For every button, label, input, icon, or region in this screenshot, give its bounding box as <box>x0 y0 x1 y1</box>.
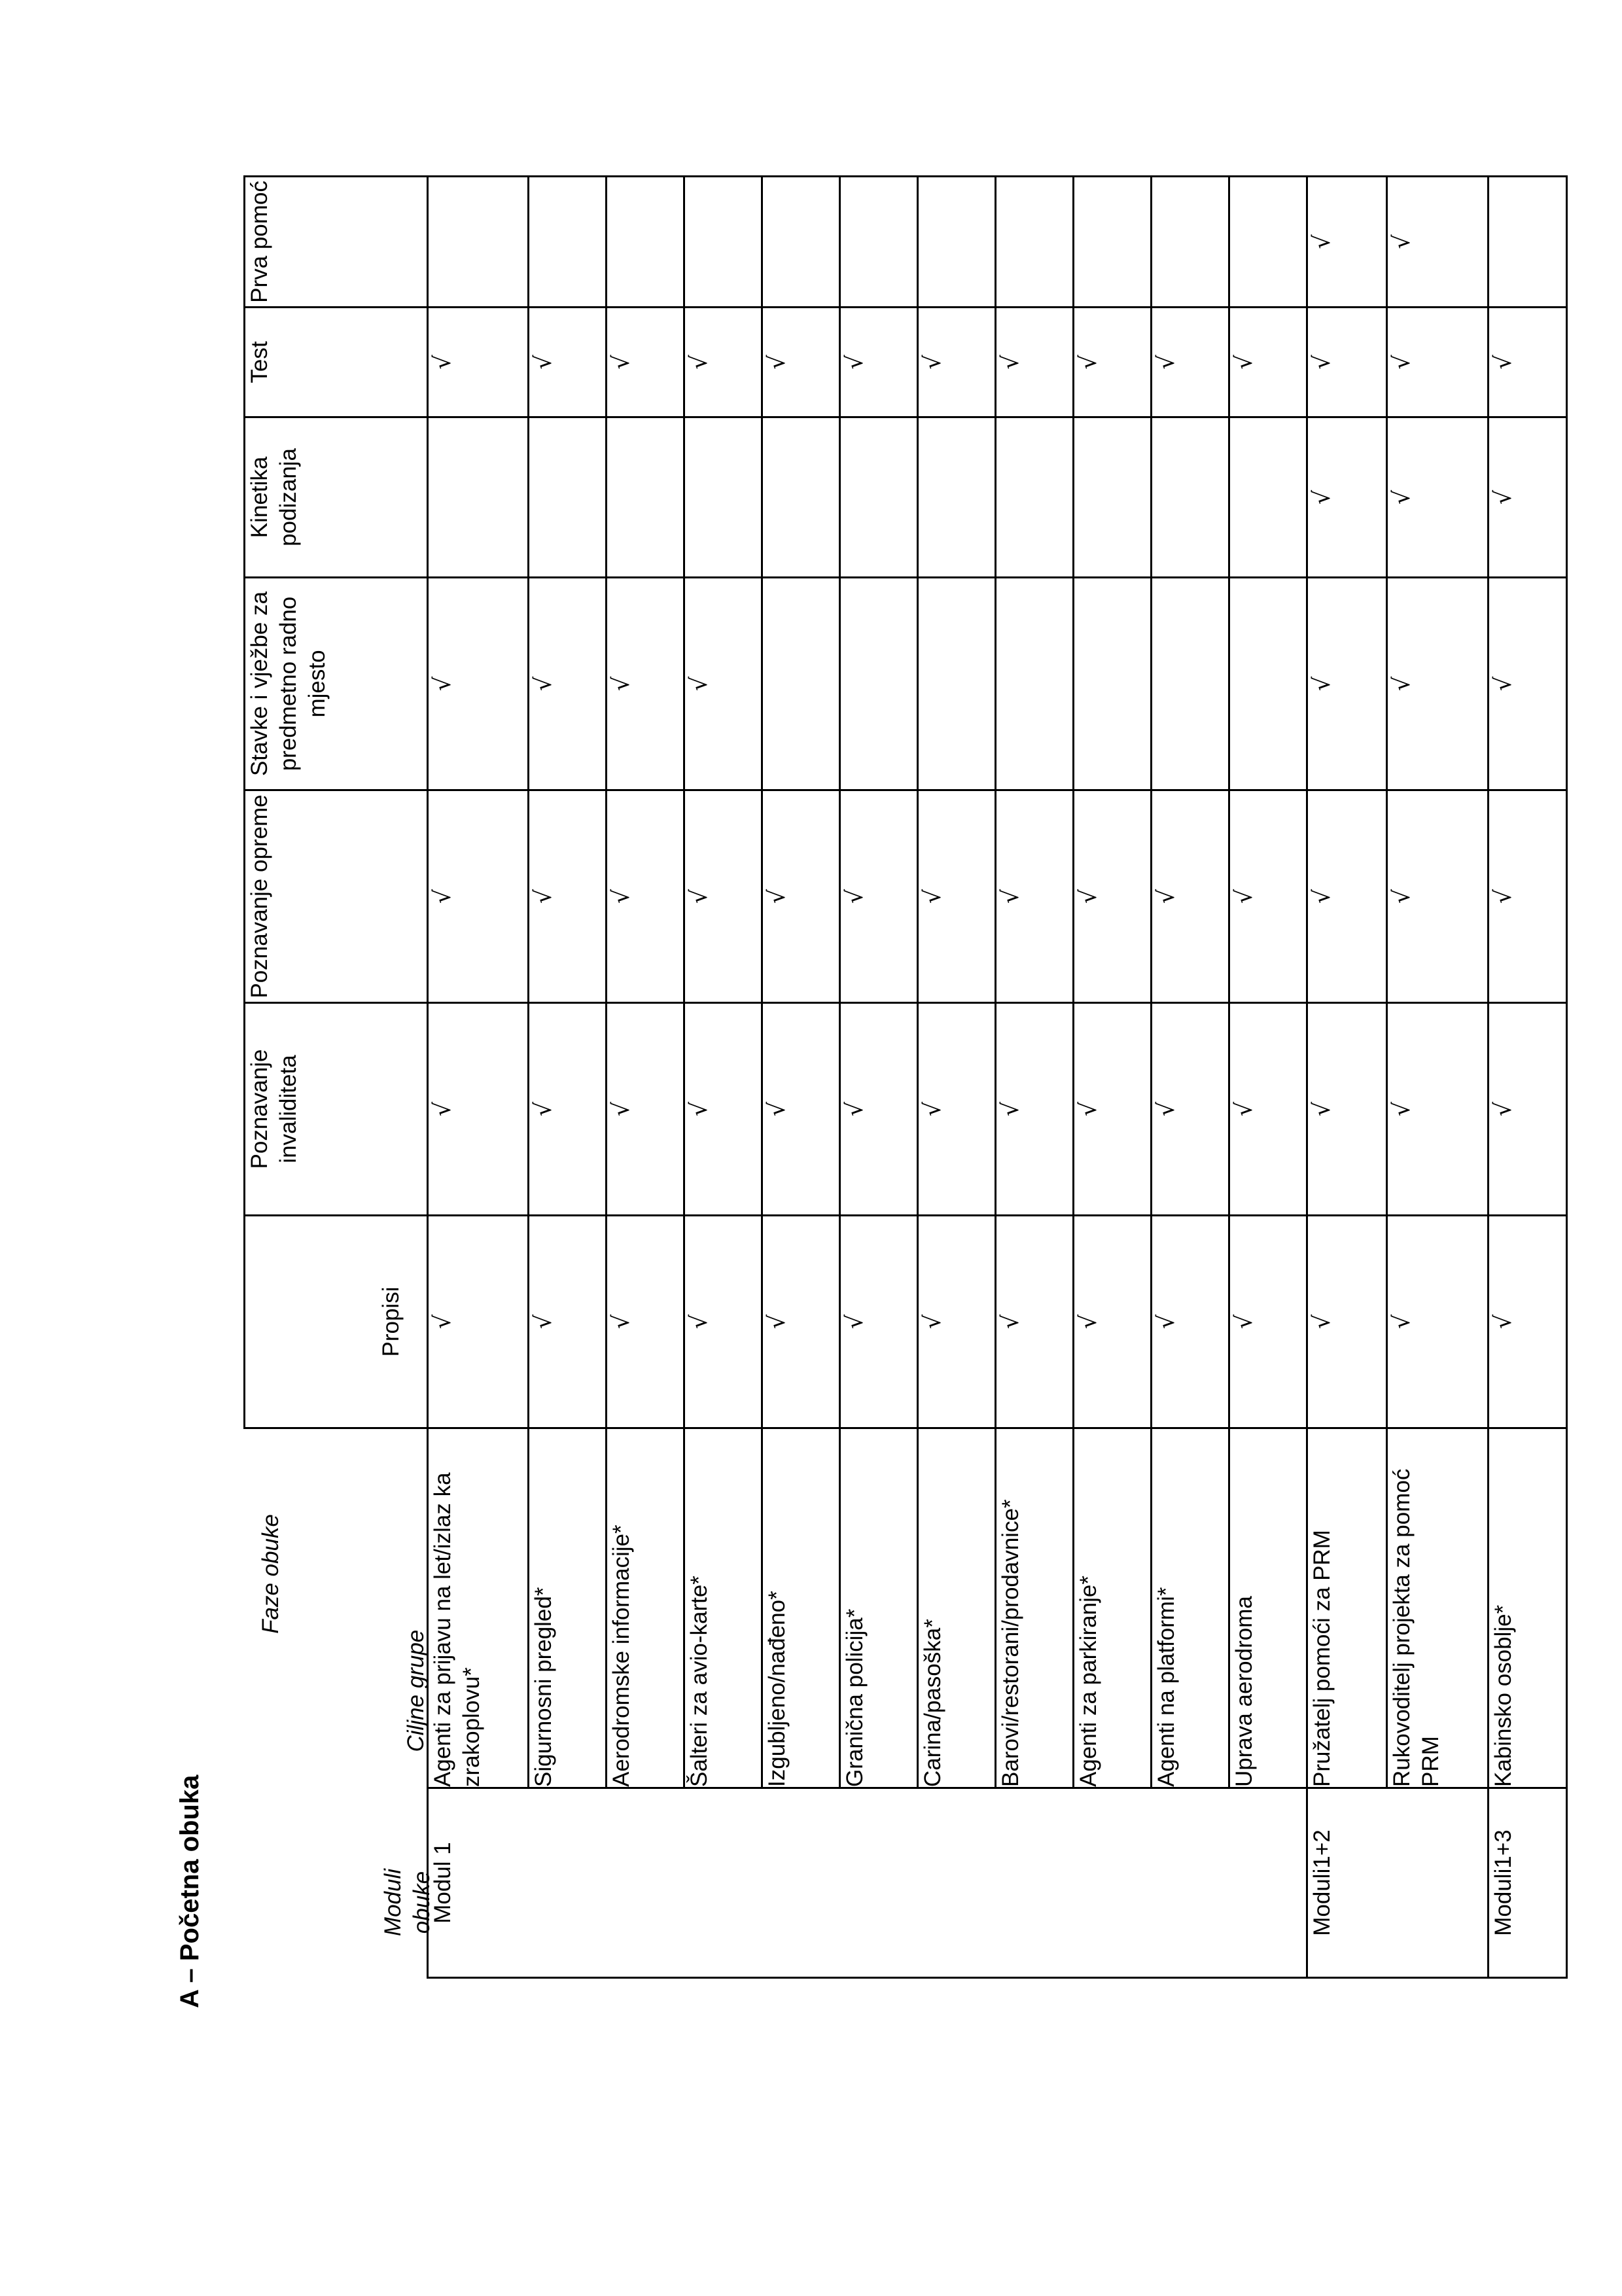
target-group-cell: Agenti za prijavu na let/izlaz ka zrakoplovu* <box>428 1428 529 1788</box>
check-cell <box>1074 308 1152 417</box>
check-mark-icon: √ <box>1309 489 1335 505</box>
empty-cell <box>918 417 996 578</box>
check-cell <box>1489 578 1567 790</box>
check-mark-icon: √ <box>430 1101 456 1117</box>
modules-label: Moduli obuke <box>379 1868 434 1937</box>
check-mark-icon: √ <box>1076 1101 1102 1117</box>
module-cell: Moduli1+3 <box>1489 1788 1567 1978</box>
check-cell <box>1387 417 1489 578</box>
check-mark-icon: √ <box>531 1101 557 1117</box>
check-cell <box>428 578 529 790</box>
empty-cell <box>1229 578 1307 790</box>
check-mark-icon: √ <box>608 889 635 904</box>
target-group-cell: Barovi/restorani/prodavnice* <box>996 1428 1074 1788</box>
target-group-cell: Kabinsko osoblje* <box>1489 1428 1567 1788</box>
check-mark-icon: √ <box>608 1101 635 1117</box>
check-mark-icon: √ <box>842 1101 868 1117</box>
check-cell <box>762 1003 840 1216</box>
check-cell <box>1489 790 1567 1003</box>
column-header: Poznavanje opreme <box>245 790 428 1003</box>
check-cell <box>1307 177 1387 308</box>
table-row <box>607 177 684 1978</box>
table-row <box>529 177 607 1978</box>
check-cell <box>607 1216 684 1428</box>
empty-cell <box>840 578 918 790</box>
page-title: A – Početna obuka <box>175 1775 204 2008</box>
empty-cell <box>1152 417 1229 578</box>
check-mark-icon: √ <box>998 355 1024 370</box>
check-mark-icon: √ <box>764 1101 790 1117</box>
check-cell <box>428 1003 529 1216</box>
check-mark-icon: √ <box>1154 355 1180 370</box>
table-row <box>428 177 529 1978</box>
check-mark-icon: √ <box>531 889 557 904</box>
check-mark-icon: √ <box>1309 355 1335 370</box>
check-cell <box>1307 1216 1387 1428</box>
check-mark-icon: √ <box>1389 889 1415 904</box>
check-cell <box>1307 1003 1387 1216</box>
empty-cell <box>428 177 529 308</box>
table-row <box>1307 177 1387 1978</box>
check-mark-icon: √ <box>764 355 790 370</box>
check-cell <box>1387 1003 1489 1216</box>
check-mark-icon: √ <box>608 676 635 692</box>
check-mark-icon: √ <box>1154 1101 1180 1117</box>
check-cell <box>1074 790 1152 1003</box>
table-row <box>1152 177 1229 1978</box>
check-cell <box>529 308 607 417</box>
empty-cell <box>1489 177 1567 308</box>
check-mark-icon: √ <box>1154 1314 1180 1330</box>
empty-cell <box>529 177 607 308</box>
check-cell <box>607 1003 684 1216</box>
column-header: Prva pomoć <box>245 177 428 308</box>
check-mark-icon: √ <box>686 1314 713 1330</box>
empty-cell <box>996 578 1074 790</box>
check-mark-icon: √ <box>920 1101 946 1117</box>
check-mark-icon: √ <box>608 1314 635 1330</box>
table-row <box>1489 177 1567 1978</box>
check-mark-icon: √ <box>1231 355 1258 370</box>
empty-cell <box>607 417 684 578</box>
target-group-cell: Izgubljeno/nađeno* <box>762 1428 840 1788</box>
check-cell <box>1489 1216 1567 1428</box>
check-cell <box>529 1216 607 1428</box>
check-cell <box>1152 1216 1229 1428</box>
check-mark-icon: √ <box>842 1314 868 1330</box>
check-mark-icon: √ <box>1389 234 1415 249</box>
check-mark-icon: √ <box>686 1101 713 1117</box>
check-cell <box>918 1003 996 1216</box>
check-mark-icon: √ <box>430 1314 456 1330</box>
check-mark-icon: √ <box>1309 234 1335 249</box>
check-cell <box>996 1216 1074 1428</box>
check-mark-icon: √ <box>1076 889 1102 904</box>
check-cell <box>684 1003 762 1216</box>
check-cell <box>918 308 996 417</box>
target-group-cell: Uprava aerodroma <box>1229 1428 1307 1788</box>
check-mark-icon: √ <box>764 1314 790 1330</box>
corner-cell <box>245 1428 434 1978</box>
column-header: Propisi <box>245 1216 428 1428</box>
check-mark-icon: √ <box>686 889 713 904</box>
column-header: Kinetika podizanja <box>245 417 428 578</box>
check-cell <box>529 578 607 790</box>
check-cell <box>529 1003 607 1216</box>
check-mark-icon: √ <box>1231 1314 1258 1330</box>
check-cell <box>1229 1216 1307 1428</box>
check-mark-icon: √ <box>1389 676 1415 692</box>
target-group-cell: Rukovoditelj projekta za pomoć PRM <box>1387 1428 1489 1788</box>
empty-cell <box>1229 417 1307 578</box>
check-cell <box>1489 417 1567 578</box>
empty-cell <box>1074 177 1152 308</box>
check-mark-icon: √ <box>1309 676 1335 692</box>
module-cell: Modul 1 <box>428 1788 1307 1978</box>
check-cell <box>1387 177 1489 308</box>
check-mark-icon: √ <box>430 889 456 904</box>
target-group-cell: Šalteri za avio-karte* <box>684 1428 762 1788</box>
check-mark-icon: √ <box>998 1101 1024 1117</box>
phases-label: Faze obuke <box>257 1514 283 1634</box>
column-header: Stavke i vježbe za predmetno radno mjesto <box>245 578 428 790</box>
table-body <box>245 177 1567 1978</box>
check-mark-icon: √ <box>1076 1314 1102 1330</box>
check-cell <box>1152 308 1229 417</box>
empty-cell <box>762 578 840 790</box>
check-mark-icon: √ <box>1389 1101 1415 1117</box>
check-cell <box>762 1216 840 1428</box>
check-cell <box>918 790 996 1003</box>
empty-cell <box>840 177 918 308</box>
check-mark-icon: √ <box>1490 676 1517 692</box>
check-cell <box>918 1216 996 1428</box>
check-mark-icon: √ <box>764 889 790 904</box>
target-group-cell: Sigurnosni pregled* <box>529 1428 607 1788</box>
check-cell <box>529 790 607 1003</box>
check-cell <box>1387 1216 1489 1428</box>
check-mark-icon: √ <box>1154 889 1180 904</box>
empty-cell <box>918 578 996 790</box>
empty-cell <box>428 417 529 578</box>
check-cell <box>607 790 684 1003</box>
check-cell <box>1229 308 1307 417</box>
empty-cell <box>1074 578 1152 790</box>
check-cell <box>1307 417 1387 578</box>
check-cell <box>996 1003 1074 1216</box>
check-mark-icon: √ <box>1309 1101 1335 1117</box>
check-cell <box>684 1216 762 1428</box>
check-mark-icon: √ <box>531 355 557 370</box>
check-cell <box>684 308 762 417</box>
target-group-cell: Aerodromske informacije* <box>607 1428 684 1788</box>
check-cell <box>1074 1216 1152 1428</box>
check-cell <box>996 790 1074 1003</box>
check-cell <box>1152 790 1229 1003</box>
table-row <box>1387 177 1489 1978</box>
check-mark-icon: √ <box>1490 1314 1517 1330</box>
check-mark-icon: √ <box>1309 1314 1335 1330</box>
empty-cell <box>529 417 607 578</box>
check-cell <box>1074 1003 1152 1216</box>
target-group-cell: Granična policija* <box>840 1428 918 1788</box>
column-header: Test <box>245 308 428 417</box>
check-mark-icon: √ <box>1309 889 1335 904</box>
empty-cell <box>762 417 840 578</box>
check-cell <box>840 308 918 417</box>
target-group-cell: Pružatelj pomoći za PRM <box>1307 1428 1387 1788</box>
check-mark-icon: √ <box>920 355 946 370</box>
check-mark-icon: √ <box>1490 355 1517 370</box>
target-group-cell: Agenti na platformi* <box>1152 1428 1229 1788</box>
check-mark-icon: √ <box>430 355 456 370</box>
check-cell <box>762 308 840 417</box>
check-mark-icon: √ <box>998 1314 1024 1330</box>
check-cell <box>1229 790 1307 1003</box>
column-header: Poznavanje invaliditeta <box>245 1003 428 1216</box>
empty-cell <box>684 177 762 308</box>
check-cell <box>1307 578 1387 790</box>
check-mark-icon: √ <box>998 889 1024 904</box>
empty-cell <box>996 417 1074 578</box>
check-cell <box>840 1216 918 1428</box>
check-cell <box>428 308 529 417</box>
empty-cell <box>607 177 684 308</box>
check-mark-icon: √ <box>1490 489 1517 505</box>
check-mark-icon: √ <box>531 1314 557 1330</box>
module-cell: Moduli1+2 <box>1307 1788 1489 1978</box>
check-mark-icon: √ <box>1389 355 1415 370</box>
check-cell <box>1229 1003 1307 1216</box>
check-cell <box>1307 790 1387 1003</box>
check-cell <box>1387 308 1489 417</box>
check-mark-icon: √ <box>1076 355 1102 370</box>
check-mark-icon: √ <box>686 676 713 692</box>
check-cell <box>428 790 529 1003</box>
table-row <box>1229 177 1307 1978</box>
empty-cell <box>1152 578 1229 790</box>
check-cell <box>1387 790 1489 1003</box>
target-group-cell: Agenti za parkiranje* <box>1074 1428 1152 1788</box>
training-table <box>243 175 1568 1979</box>
empty-cell <box>840 417 918 578</box>
empty-cell <box>684 417 762 578</box>
check-mark-icon: √ <box>920 1314 946 1330</box>
check-cell <box>996 308 1074 417</box>
check-cell <box>607 578 684 790</box>
table-row <box>1074 177 1152 1978</box>
check-mark-icon: √ <box>1389 489 1415 505</box>
check-mark-icon: √ <box>842 355 868 370</box>
check-cell <box>607 308 684 417</box>
groups-label: Ciljne grupe <box>402 1629 429 1752</box>
check-cell <box>1307 308 1387 417</box>
table-row <box>840 177 918 1978</box>
table-row <box>762 177 840 1978</box>
empty-cell <box>1074 417 1152 578</box>
check-mark-icon: √ <box>1490 1101 1517 1117</box>
check-cell <box>684 790 762 1003</box>
check-cell <box>1152 1003 1229 1216</box>
check-mark-icon: √ <box>1231 1101 1258 1117</box>
table-row <box>684 177 762 1978</box>
check-mark-icon: √ <box>1389 1314 1415 1330</box>
check-cell <box>1489 1003 1567 1216</box>
check-cell <box>1489 308 1567 417</box>
check-cell <box>840 790 918 1003</box>
empty-cell <box>918 177 996 308</box>
check-cell <box>428 1216 529 1428</box>
check-cell <box>840 1003 918 1216</box>
empty-cell <box>1229 177 1307 308</box>
check-cell <box>684 578 762 790</box>
check-cell <box>1387 578 1489 790</box>
check-mark-icon: √ <box>531 676 557 692</box>
check-mark-icon: √ <box>430 676 456 692</box>
check-mark-icon: √ <box>686 355 713 370</box>
table-row <box>996 177 1074 1978</box>
check-mark-icon: √ <box>842 889 868 904</box>
check-mark-icon: √ <box>1231 889 1258 904</box>
check-mark-icon: √ <box>608 355 635 370</box>
header-row <box>245 177 428 1978</box>
empty-cell <box>762 177 840 308</box>
check-mark-icon: √ <box>1490 889 1517 904</box>
check-mark-icon: √ <box>920 889 946 904</box>
table-row <box>918 177 996 1978</box>
target-group-cell: Carina/pasoška* <box>918 1428 996 1788</box>
empty-cell <box>996 177 1074 308</box>
check-cell <box>762 790 840 1003</box>
empty-cell <box>1152 177 1229 308</box>
